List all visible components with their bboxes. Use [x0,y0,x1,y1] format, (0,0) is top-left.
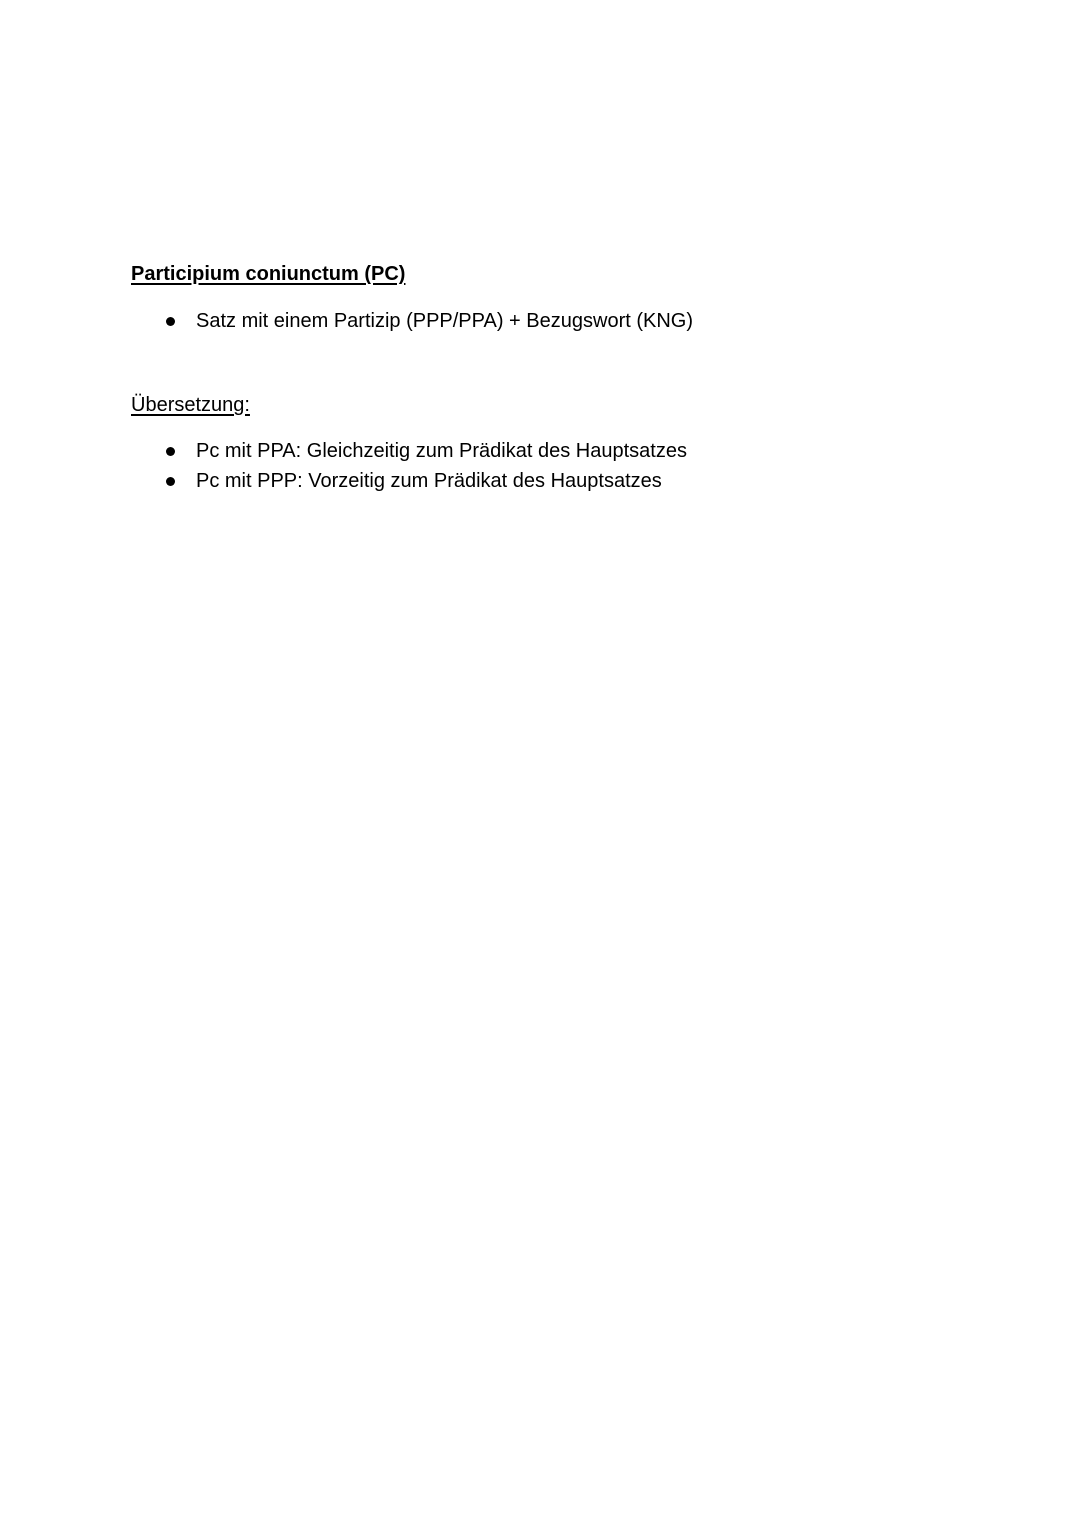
list-item [162,466,687,496]
bullet-icon [166,447,175,456]
section-heading-participium-coniunctum: Participium coniunctum (PC) [131,263,406,285]
bullet-list-translation [162,436,687,496]
list-item-text: Satz mit einem Partizip (PPP/PPA) + Bezugswort (KNG) [196,310,694,332]
list-item-text: Pc mit PPA: Gleichzeitig zum Prädikat des Hauptsatzes [196,440,687,462]
list-item [162,306,693,336]
list-item-text: Pc mit PPP: Vorzeitig zum Prädikat des Hauptsatzes [196,470,662,492]
list-item [162,436,687,466]
bullet-list-definition [162,306,693,336]
bullet-icon [166,317,175,326]
bullet-icon [166,477,175,486]
section-heading-uebersetzung: Übersetzung: [131,394,250,416]
